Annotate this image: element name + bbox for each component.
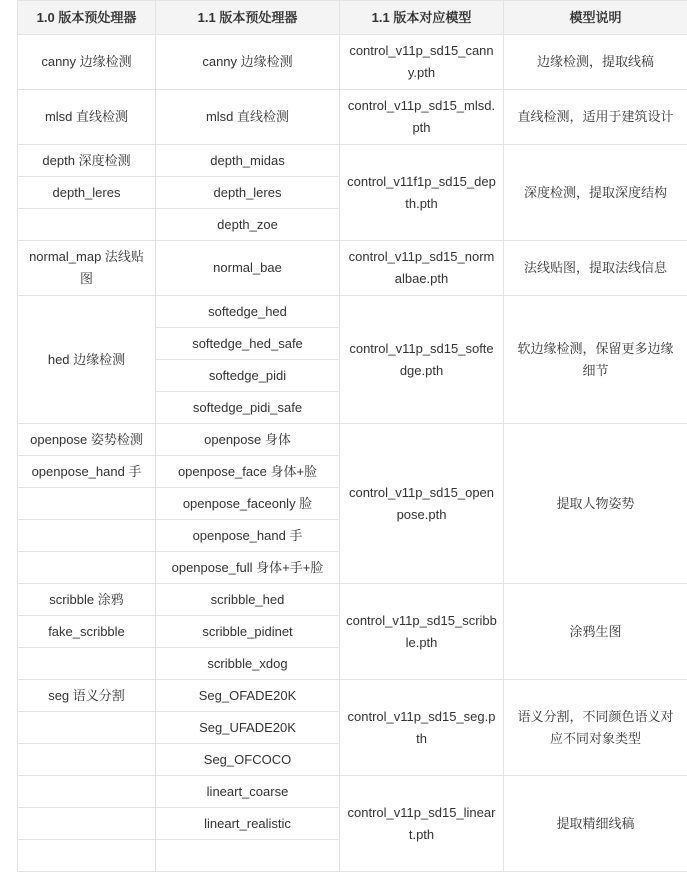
cell-v11: lineart_coarse bbox=[156, 776, 340, 808]
table-row bbox=[18, 424, 687, 456]
header-cell-model: 1.1 版本对应模型 bbox=[340, 1, 504, 35]
cell-v10 bbox=[18, 488, 156, 520]
cell-v10 bbox=[18, 808, 156, 840]
cell-model: control_v11p_sd15_seg.pth bbox=[340, 680, 504, 776]
cell-desc: 提取人物姿势 bbox=[504, 424, 687, 584]
cell-v11: canny 边缘检测 bbox=[156, 35, 340, 90]
table-container bbox=[17, 0, 687, 872]
cell-v11: normal_bae bbox=[156, 241, 340, 296]
cell-v10: canny 边缘检测 bbox=[18, 35, 156, 90]
cell-desc: 提取精细线稿 bbox=[504, 776, 687, 872]
table-row bbox=[18, 680, 687, 712]
cell-v11 bbox=[156, 840, 340, 872]
cell-v11: mlsd 直线检测 bbox=[156, 90, 340, 145]
cell-v10: openpose 姿势检测 bbox=[18, 424, 156, 456]
cell-desc: 边缘检测，提取线稿 bbox=[504, 35, 687, 90]
cell-v10: depth_leres bbox=[18, 177, 156, 209]
header-cell-desc: 模型说明 bbox=[504, 1, 687, 35]
table-row bbox=[18, 296, 687, 328]
cell-v10: seg 语义分割 bbox=[18, 680, 156, 712]
table-row bbox=[18, 776, 687, 808]
cell-v11: Seg_OFCOCO bbox=[156, 744, 340, 776]
cell-v11: softedge_pidi bbox=[156, 360, 340, 392]
cell-v11: openpose_face 身体+脸 bbox=[156, 456, 340, 488]
table-row bbox=[18, 35, 687, 90]
cell-v11: softedge_hed_safe bbox=[156, 328, 340, 360]
cell-v10 bbox=[18, 840, 156, 872]
header-cell-v10: 1.0 版本预处理器 bbox=[18, 1, 156, 35]
cell-v10: depth 深度检测 bbox=[18, 145, 156, 177]
cell-desc: 软边缘检测，保留更多边缘细节 bbox=[504, 296, 687, 424]
cell-v11: depth_zoe bbox=[156, 209, 340, 241]
cell-v10 bbox=[18, 712, 156, 744]
cell-v10: openpose_hand 手 bbox=[18, 456, 156, 488]
cell-v11: openpose_hand 手 bbox=[156, 520, 340, 552]
cell-desc: 语义分割，不同颜色语义对应不同对象类型 bbox=[504, 680, 687, 776]
header-cell-v11: 1.1 版本预处理器 bbox=[156, 1, 340, 35]
cell-v11: depth_midas bbox=[156, 145, 340, 177]
cell-model: control_v11p_sd15_mlsd.pth bbox=[340, 90, 504, 145]
table-row bbox=[18, 584, 687, 616]
header-row bbox=[18, 1, 687, 35]
cell-model: control_v11p_sd15_openpose.pth bbox=[340, 424, 504, 584]
cell-v10: hed 边缘检测 bbox=[18, 296, 156, 424]
cell-v10: fake_scribble bbox=[18, 616, 156, 648]
table-row bbox=[18, 241, 687, 296]
preprocessor-table bbox=[17, 0, 687, 872]
cell-v11: softedge_pidi_safe bbox=[156, 392, 340, 424]
cell-desc: 涂鸦生图 bbox=[504, 584, 687, 680]
cell-v11: depth_leres bbox=[156, 177, 340, 209]
cell-model: control_v11p_sd15_lineart.pth bbox=[340, 776, 504, 872]
cell-v11: lineart_realistic bbox=[156, 808, 340, 840]
cell-v11: scribble_hed bbox=[156, 584, 340, 616]
cell-v10: mlsd 直线检测 bbox=[18, 90, 156, 145]
cell-v10 bbox=[18, 552, 156, 584]
cell-v10 bbox=[18, 776, 156, 808]
cell-v10 bbox=[18, 648, 156, 680]
cell-v10: scribble 涂鸦 bbox=[18, 584, 156, 616]
cell-v11: Seg_OFADE20K bbox=[156, 680, 340, 712]
cell-model: control_v11p_sd15_normalbae.pth bbox=[340, 241, 504, 296]
cell-v10: normal_map 法线贴图 bbox=[18, 241, 156, 296]
table-row bbox=[18, 145, 687, 177]
cell-v10 bbox=[18, 520, 156, 552]
cell-desc: 直线检测，适用于建筑设计 bbox=[504, 90, 687, 145]
cell-model: control_v11p_sd15_scribble.pth bbox=[340, 584, 504, 680]
cell-v11: openpose_faceonly 脸 bbox=[156, 488, 340, 520]
cell-v10 bbox=[18, 209, 156, 241]
cell-model: control_v11f1p_sd15_depth.pth bbox=[340, 145, 504, 241]
cell-v11: Seg_UFADE20K bbox=[156, 712, 340, 744]
cell-v10 bbox=[18, 744, 156, 776]
cell-v11: softedge_hed bbox=[156, 296, 340, 328]
cell-desc: 法线贴图，提取法线信息 bbox=[504, 241, 687, 296]
cell-v11: scribble_pidinet bbox=[156, 616, 340, 648]
cell-v11: openpose_full 身体+手+脸 bbox=[156, 552, 340, 584]
cell-v11: openpose 身体 bbox=[156, 424, 340, 456]
cell-desc: 深度检测，提取深度结构 bbox=[504, 145, 687, 241]
cell-v11: scribble_xdog bbox=[156, 648, 340, 680]
cell-model: control_v11p_sd15_softedge.pth bbox=[340, 296, 504, 424]
cell-model: control_v11p_sd15_canny.pth bbox=[340, 35, 504, 90]
table-row bbox=[18, 90, 687, 145]
